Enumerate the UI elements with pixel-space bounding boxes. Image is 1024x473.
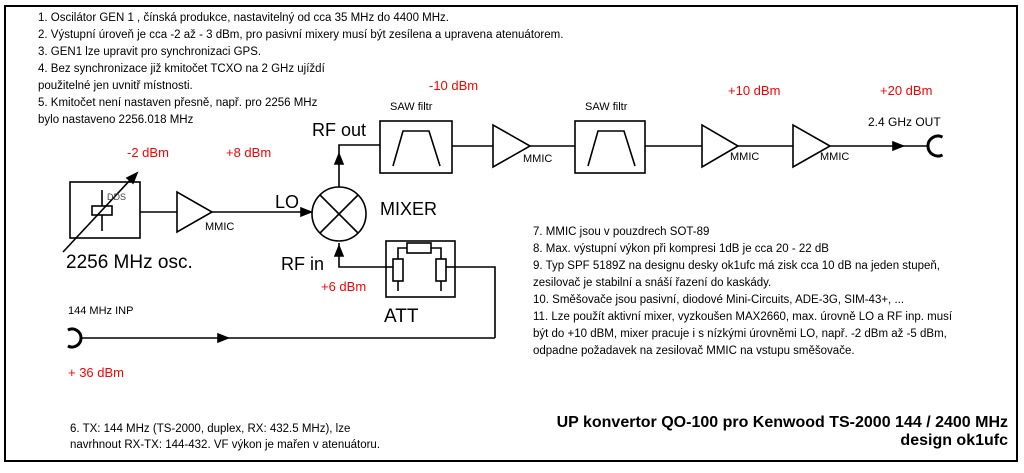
note-line: 3. GEN1 lze upravit pro synchronizaci GPS. — [38, 46, 262, 58]
note-line: zesilovač je stabilní a snáší řazení do kaskády. — [533, 277, 772, 289]
notes-right — [533, 224, 952, 360]
tuning-arrow-icon — [63, 173, 137, 252]
wire-input-to-att — [455, 267, 495, 338]
note-line: 6. TX: 144 MHz (TS-2000, duplex, RX: 432.5 MHz), lze — [70, 423, 351, 435]
oscillator-box — [70, 182, 140, 238]
level-amp-out: +10 dBm — [728, 83, 781, 98]
lo-arrowhead — [301, 208, 311, 216]
note-line: 1. Oscilátor GEN 1 , čínská produkce, nastavitelný od cca 35 MHz do 4400 MHz. — [38, 12, 449, 24]
note-line: 10. Směšovače jsou pasivní, diodové Mini-Circuits, ADE-3G, SIM-43+, ... — [533, 294, 905, 306]
note-line: 4. Bez synchronizace již kmitočet TCXO na 2 GHz ujíždí — [38, 63, 325, 75]
note-line: 11. Lze použít aktivní mixer, vyzkoušen MAX2660, max. úrovně LO a RF inp. musí — [533, 311, 953, 323]
rf-input-connector-icon — [68, 329, 81, 347]
mixer-label: MIXER — [380, 199, 438, 219]
level-tx-input: + 36 dBm — [68, 365, 125, 380]
output-port-label: 2.4 GHz OUT — [868, 115, 941, 129]
note-line: 7. MMIC jsou v pouzdrech SOT-89 — [533, 226, 710, 238]
note-line: 8. Max. výstupní výkon při kompresi 1dB je cca 20 - 22 dB — [533, 243, 829, 255]
level-final-out: +20 dBm — [880, 83, 933, 98]
rf-out-arrowhead — [335, 154, 343, 164]
note-line: 9. Typ SPF 5189Z na designu desky ok1ufc má zisk cca 10 dB na jeden stupeň, — [533, 260, 941, 272]
diagram-title — [500, 414, 1008, 450]
bandpass-response-icon-1 — [393, 131, 440, 166]
level-rf-in: +6 dBm — [321, 279, 367, 294]
dds-label: DDS — [107, 192, 127, 202]
mmic-3-label: MMIC — [730, 151, 760, 163]
mmic-1-label: MMIC — [205, 221, 235, 233]
level-mixer-out: -10 dBm — [429, 78, 479, 93]
lo-port-label: LO — [275, 192, 300, 212]
att-box — [386, 241, 455, 297]
title-line-1: UP konvertor QO-100 pro Kenwood TS-2000 144 / 2400 MHz — [556, 414, 1008, 431]
bandpass-response-icon-2 — [588, 131, 635, 166]
wire-rf-out — [339, 145, 380, 187]
mmic-4-label: MMIC — [820, 151, 850, 163]
wire-rf-in — [339, 243, 386, 267]
note-line: odpadne požadavek na zesilovač MMIC na vstupu směšovače. — [533, 345, 855, 357]
note-line: bylo nastaveno 2256.018 MHz — [38, 114, 194, 126]
saw-filter-1-label: SAW filtr — [390, 101, 433, 113]
level-lo-drive: +8 dBm — [226, 145, 272, 160]
output-arrowhead — [893, 142, 903, 150]
rf-out-port-label: RF out — [312, 120, 367, 140]
input-port-label: 144 MHz INP — [68, 305, 134, 317]
input-arrowhead — [218, 334, 228, 342]
rf-in-port-label: RF in — [281, 254, 325, 274]
note-line: navrhnout RX-TX: 144-432. VF výkon je mařen v atenuátoru. — [70, 439, 381, 451]
note-line: 2. Výstupní úroveň je cca -2 až - 3 dBm, pro pasivní mixery musí být zesílena a upravena atenuátorem. — [38, 29, 564, 41]
saw-filter-2-label: SAW filtr — [585, 101, 628, 113]
mmic-2-label: MMIC — [523, 153, 553, 165]
att-label: ATT — [384, 306, 419, 327]
note-line: být do +10 dBM, mixer pracuje i s nízkými úrovněmi LO, např. -2 dBm až -5 dBm, — [533, 328, 947, 340]
mixer-circle — [312, 187, 366, 241]
oscillator-label: 2256 MHz osc. — [66, 252, 193, 273]
title-line-2: design ok1ufc — [900, 432, 1008, 449]
rf-output-connector-icon — [928, 136, 943, 156]
rf-in-arrowhead — [335, 246, 343, 256]
note-line: použitelné jen uvnitř místnosti. — [38, 80, 193, 92]
attenuator-network-icon — [386, 243, 455, 291]
notes-top — [38, 10, 563, 129]
note-line: 5. Kmitočet není nastaven přesně, např. pro 2256 MHz — [38, 97, 318, 109]
level-osc-out: -2 dBm — [127, 145, 169, 160]
note-bottom — [70, 421, 380, 453]
